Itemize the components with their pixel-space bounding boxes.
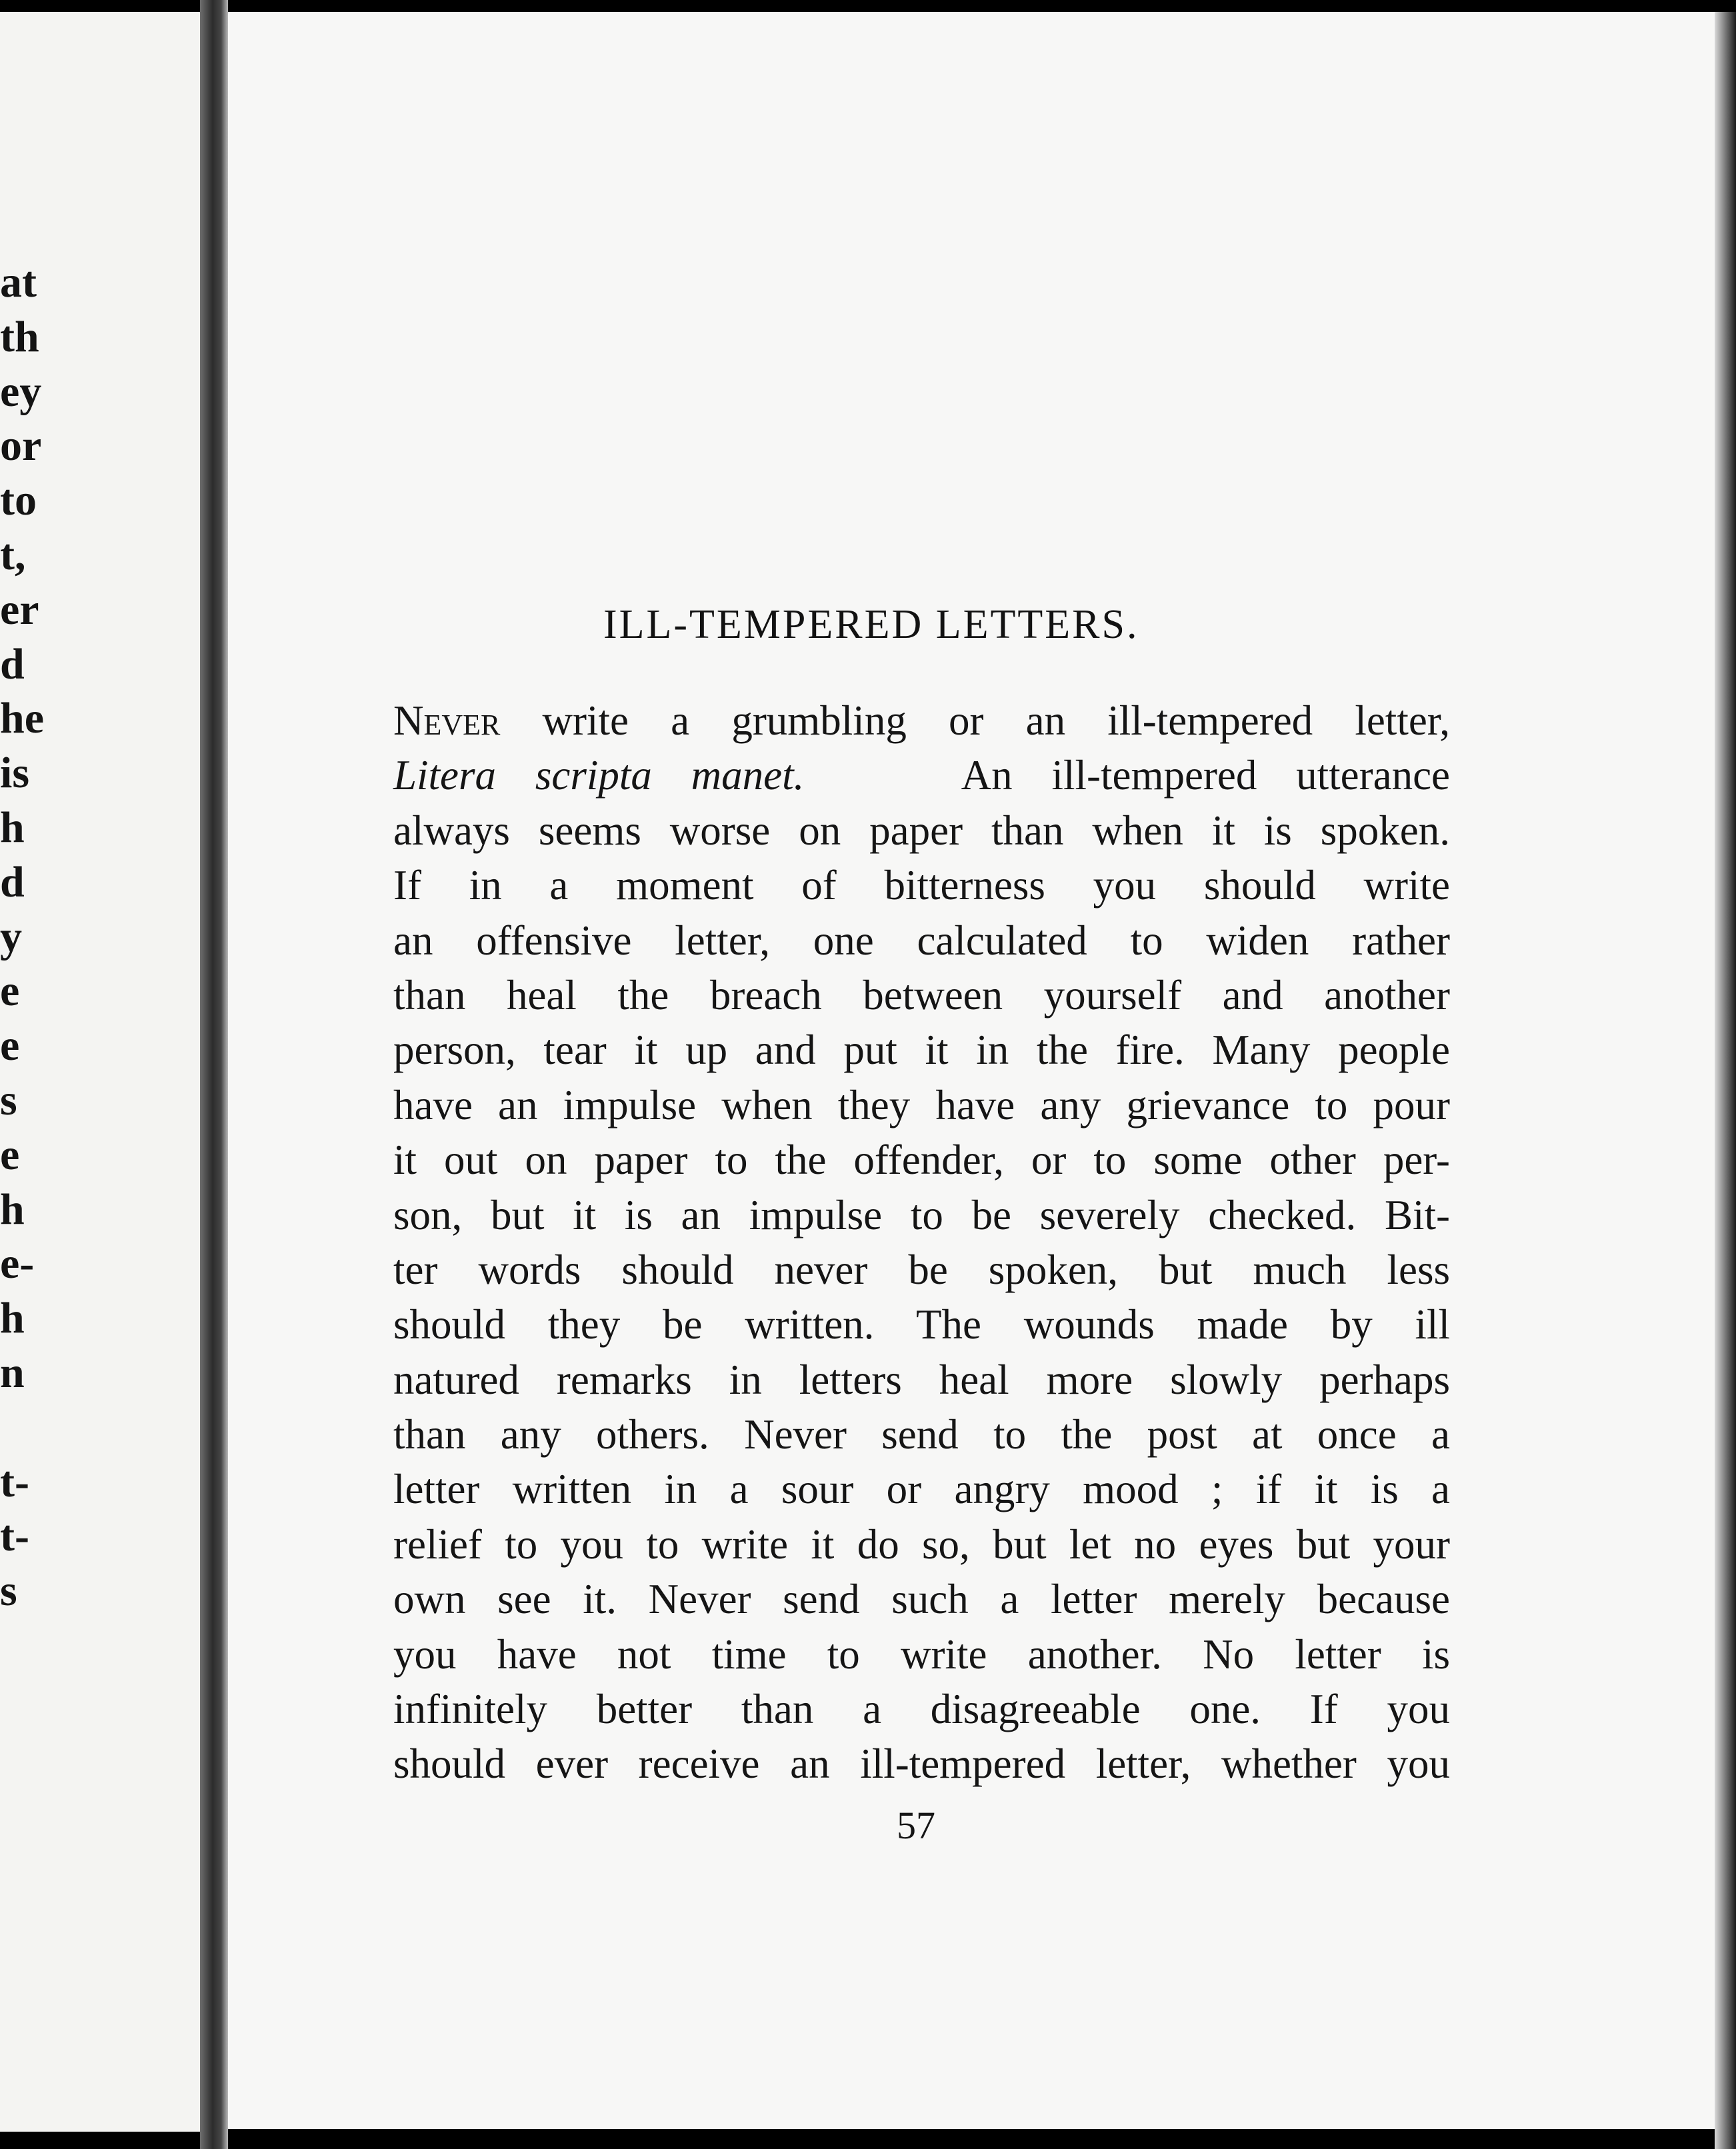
text-line: If in a moment of bitterness you should write (393, 862, 1450, 909)
fragment-line: th (0, 312, 39, 361)
previous-page-edge (0, 12, 200, 2132)
fragment-line: e- (0, 1239, 35, 1288)
text-line: infinitely better than a disagreeable one. If you (393, 1686, 1450, 1733)
fragment-line: d (0, 857, 25, 907)
text-line-2 (393, 748, 1450, 803)
text-line: should they be written. The wounds made by ill (393, 1301, 1450, 1348)
first-line-rest: write a grumbling or an ill-tempered letter, (500, 697, 1450, 744)
previous-page-text-fragments (0, 255, 80, 1618)
fragment-line (0, 1400, 80, 1455)
text-line: relief to you to write it do so, but let no eyes but your (393, 1520, 1450, 1568)
fragment-line: er (0, 585, 39, 634)
second-line-rest: An ill-tempered utterance (961, 752, 1451, 799)
opening-word: Never (393, 697, 501, 744)
text-line: you have not time to write another. No letter is (393, 1630, 1450, 1678)
fragment-line: h (0, 1184, 25, 1234)
fragment-line: t- (0, 1457, 29, 1506)
book-gutter (200, 0, 228, 2149)
fragment-line: to (0, 476, 37, 525)
latin-phrase: Litera scripta manet. (393, 752, 805, 799)
text-line: than heal the breach between yourself and another (393, 971, 1450, 1019)
fragment-line: is (0, 749, 30, 798)
page-edge-shadow (1715, 12, 1736, 2149)
text-line: own see it. Never send such a letter merely because (393, 1576, 1450, 1623)
fragment-line: or (0, 421, 42, 471)
text-line: natured remarks in letters heal more slowly perhaps (393, 1356, 1450, 1403)
text-line: an offensive letter, one calculated to widen rather (393, 917, 1450, 964)
text-line: it out on paper to the offender, or to some other per- (393, 1136, 1450, 1184)
fragment-line: t- (0, 1512, 29, 1561)
fragment-line: s (0, 1075, 17, 1124)
fragment-line: at (0, 258, 37, 307)
text-line: always seems worse on paper than when it is spoken. (393, 807, 1450, 854)
body-paragraph (393, 693, 1450, 1792)
fragment-line: n (0, 1348, 25, 1397)
text-line: should ever receive an ill-tempered letter, whether you (393, 1740, 1450, 1788)
text-line: ter words should never be spoken, but much less (393, 1246, 1450, 1293)
fragment-line: e (0, 1021, 20, 1071)
text-line: person, tear it up and put it in the fire. Many people (393, 1027, 1450, 1074)
page-number: 57 (897, 1804, 935, 1847)
fragment-line: h (0, 803, 25, 852)
fragment-line: y (0, 912, 22, 961)
fragment-line: ey (0, 367, 42, 416)
fragment-line: t, (0, 530, 26, 579)
text-line: letter written in a sour or angry mood ; if it is a (393, 1466, 1450, 1513)
text-line: son, but it is an impulse to be severely checked. Bit- (393, 1191, 1450, 1238)
fragment-line: s (0, 1566, 17, 1616)
fragment-line: h (0, 1294, 25, 1343)
text-line-1 (393, 693, 1450, 748)
fragment-line: d (0, 639, 25, 689)
fragment-line: e (0, 1130, 20, 1179)
fragment-line: he (0, 694, 44, 743)
text-line: have an impulse when they have any grievance to pour (393, 1081, 1450, 1128)
fragment-line: e (0, 967, 20, 1016)
chapter-heading: ILL-TEMPERED LETTERS. (603, 602, 1139, 647)
text-line: than any others. Never send to the post at once a (393, 1411, 1450, 1458)
